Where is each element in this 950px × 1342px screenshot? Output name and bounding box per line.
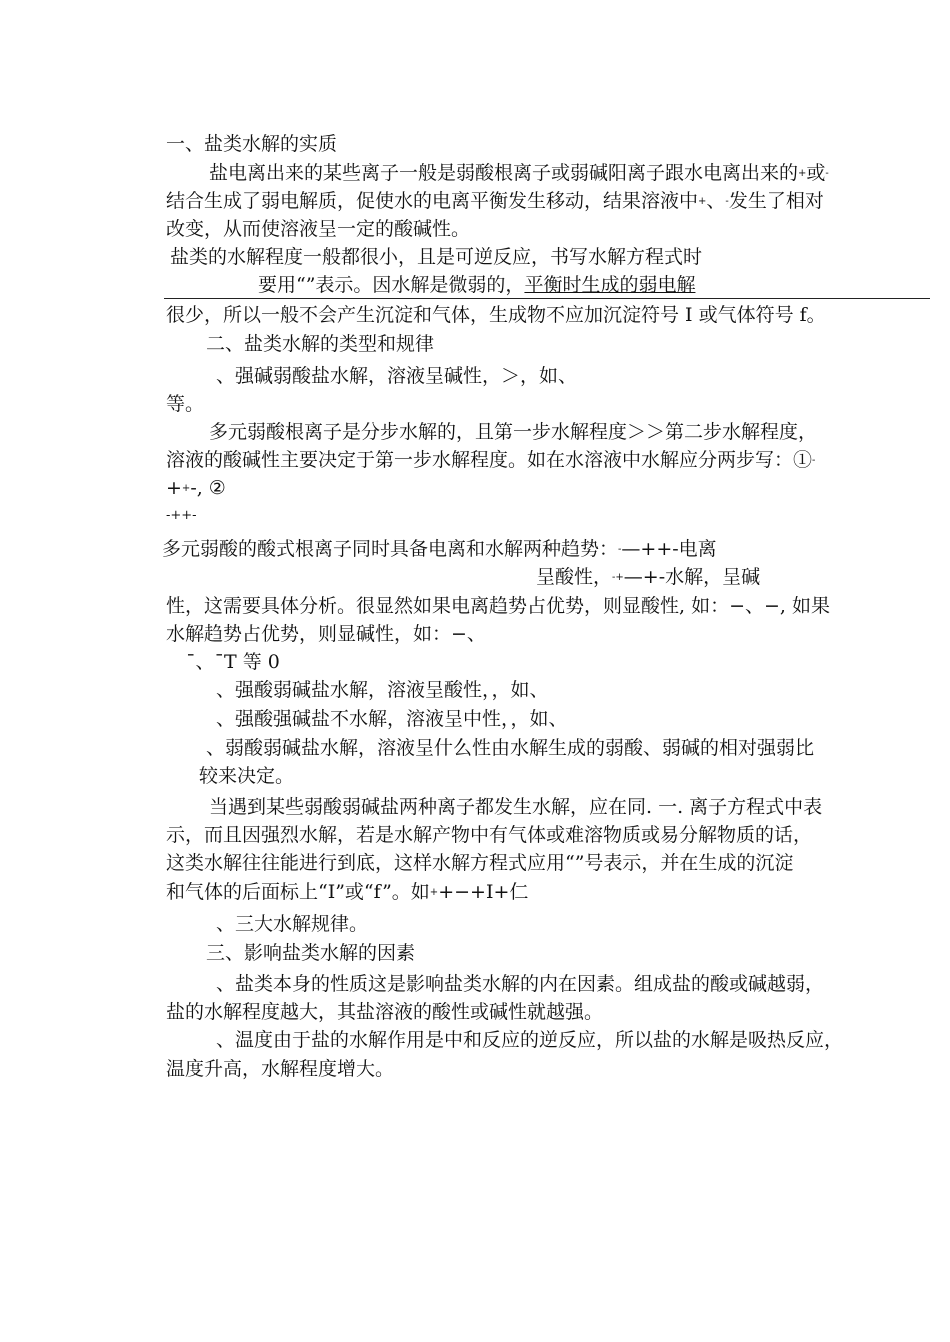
paragraph-4-line-5: ¯、¯T 等 0 xyxy=(186,651,280,673)
text-span: + xyxy=(166,477,182,499)
paragraph-1-line-3: 改变，从而使溶液呈一定的酸碱性。 xyxy=(166,218,471,240)
paragraph-5-line-3: 这类水解往往能进行到底，这样水解方程式应用“”号表示，并在生成的沉淀 xyxy=(166,852,794,874)
text-span: 溶液的酸碱性主要决定于第一步水解程度。如在水溶液中水解应分两步写：① xyxy=(166,449,813,471)
paragraph-4-line-3: 性，这需要具体分析。很显然如果电离趋势占优势，则显酸性, 如：−、−, 如果 xyxy=(166,595,830,617)
text-span: +−+I+仁 xyxy=(438,881,529,903)
text-span: 结合生成了弱电解质，促使水的电离平衡发生移动，结果溶液中 xyxy=(166,190,699,212)
text-span: -, ② xyxy=(190,477,226,499)
superscript: + xyxy=(798,168,807,179)
text-span: 多元弱酸的酸式根离子同时具备电离和水解两种趋势： xyxy=(162,538,619,560)
text-span: 、 xyxy=(706,190,726,212)
paragraph-4-line-2 xyxy=(536,565,760,590)
text-span: 和气体的后面标上“I”或“f”。如 xyxy=(166,881,430,903)
underlined-text: 平衡时生成的弱电解 xyxy=(524,274,696,296)
paragraph-3-line-2 xyxy=(166,448,815,473)
paragraph-1-line-1 xyxy=(209,161,829,186)
superscript: + xyxy=(698,196,707,207)
rule-2: 、强酸弱碱盐水解，溶液呈酸性，，如、 xyxy=(216,679,549,701)
section-1-heading: 一、盐类水解的实质 xyxy=(166,133,338,155)
rule-5: 、三大水解规律。 xyxy=(216,913,369,935)
factor-1-line-2: 盐的水解程度越大，其盐溶液的酸性或碱性就越强。 xyxy=(166,1001,604,1023)
text-span: 盐电离出来的某些离子一般是弱酸根离子或弱碱阳离子跟水电离出来的 xyxy=(209,162,799,184)
paragraph-3-line-1: 多元弱酸根离子是分步水解的，且第一步水解程度＞＞第二步水解程度， xyxy=(209,421,818,443)
rule-1-line-2: 等。 xyxy=(166,393,205,415)
section-2-heading: 二、盐类水解的类型和规律 xyxy=(206,333,435,355)
text-span: 呈酸性， xyxy=(536,566,613,588)
text-span: —++-电离 xyxy=(621,538,717,560)
paragraph-4-line-4: 水解趋势占优势，则显碱性，如：−、 xyxy=(166,623,486,645)
paragraph-2-line-2 xyxy=(258,273,695,297)
rule-4-line-1: 、弱酸弱碱盐水解，溶液呈什么性由水解生成的弱酸、弱碱的相对强弱比 xyxy=(206,737,815,759)
factor-2-line-1: 、温度由于盐的水解作用是中和反应的逆反应，所以盐的水解是吸热反应， xyxy=(216,1029,844,1051)
paragraph-5-line-4 xyxy=(166,880,528,905)
horizontal-rule xyxy=(164,298,930,299)
text-span: 要用“”表示。因水解是微弱的， xyxy=(258,274,525,296)
superscript: -+ xyxy=(612,572,624,583)
superscript: - xyxy=(725,196,729,207)
paragraph-1-line-2 xyxy=(166,189,824,214)
superscript: - xyxy=(618,544,622,555)
superscript: - xyxy=(812,455,816,466)
paragraph-2-line-3: 很少，所以一般不会产生沉淀和气体，生成物不应加沉淀符号 I 或气体符号 f。 xyxy=(166,304,826,326)
paragraph-5-line-1: 当遇到某些弱酸弱碱盐两种离子都发生水解，应在同. 一. 离子方程式中表 xyxy=(209,796,823,818)
paragraph-2-line-1: 盐类的水解程度一般都很小，且是可逆反应，书写水解方程式时 xyxy=(170,246,703,268)
superscript: + xyxy=(429,887,439,898)
superscript: + xyxy=(181,483,191,494)
factor-1-line-1: 、盐类本身的性质这是影响盐类水解的内在因素。组成盐的酸或碱越弱， xyxy=(216,973,825,995)
text-span: —+-水解，呈碱 xyxy=(623,566,761,588)
paragraph-3-line-4: -++- xyxy=(166,508,197,523)
superscript: - xyxy=(825,168,829,179)
rule-3: 、强酸强碱盐不水解，溶液呈中性，，如、 xyxy=(216,708,568,730)
text-span: 或 xyxy=(806,162,826,184)
paragraph-4-line-1 xyxy=(162,537,717,562)
paragraph-5-line-2: 示，而且因强烈水解，若是水解产物中有气体或难溶物质或易分解物质的话， xyxy=(166,824,813,846)
factor-2-line-2: 温度升高，水解程度增大。 xyxy=(166,1058,395,1080)
rule-1-line-1: 、强碱弱酸盐水解，溶液呈碱性，＞，如、 xyxy=(216,365,578,387)
paragraph-3-line-3 xyxy=(166,476,226,501)
rule-4-line-2: 较来决定。 xyxy=(199,765,295,787)
section-3-heading: 三、影响盐类水解的因素 xyxy=(206,942,416,964)
text-span: 发生了相对 xyxy=(728,190,824,212)
